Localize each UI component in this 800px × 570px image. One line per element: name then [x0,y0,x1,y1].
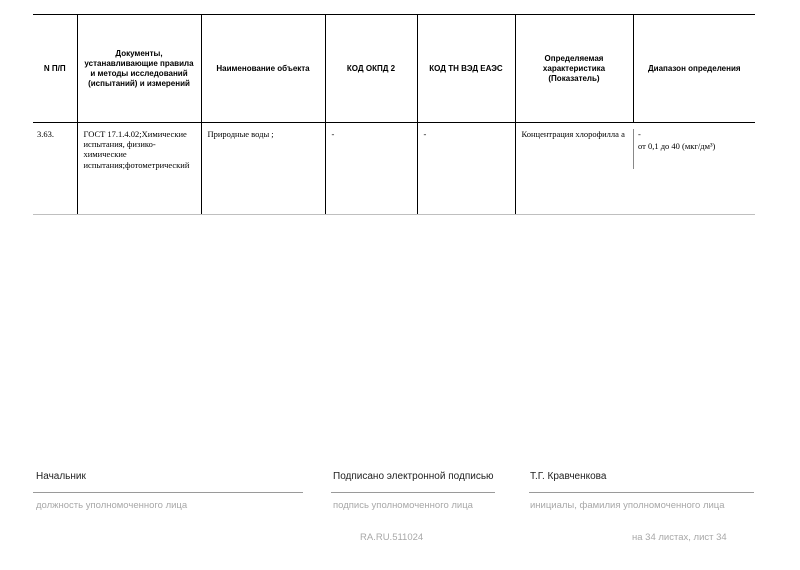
range-divider [633,129,634,169]
header-characteristic: Определяемая характеристика (Показатель) [515,15,633,123]
cell-tnved: - [417,123,515,215]
page-counter: на 34 листах, лист 34 [632,532,727,543]
table-row [33,123,755,215]
position-hint: должность уполномоченного лица [36,500,188,511]
range-value: от 0,1 до 40 (мкг/дм³) [638,141,716,152]
cell-documents: ГОСТ 17.1.4.02;Химические испытания, физико-химические испытания;фотометрический [77,123,201,215]
registration-number: RA.RU.511024 [360,532,424,543]
name-line [529,492,754,493]
cell-number: 3.63. [33,123,77,215]
position-value: Начальник [36,471,86,482]
header-documents: Документы, устанавливающие правила и методы исследований (испытаний) и измерений [77,15,201,123]
position-line [33,492,303,493]
signature-hint: подпись уполномоченного лица [333,500,473,511]
cell-object: Природные воды ; [201,123,325,215]
signature-value: Подписано электронной подписью [333,471,494,482]
name-value: Т.Г. Кравченкова [530,471,607,482]
accreditation-scope-table [33,14,755,215]
header-tnved: КОД ТН ВЭД ЕАЭС [417,15,515,123]
header-range: Диапазон определения [633,15,755,123]
header-okpd: КОД ОКПД 2 [325,15,417,123]
header-object: Наименование объекта [201,15,325,123]
range-dash: - [638,129,641,139]
signature-line [331,492,495,493]
table-header-row [33,15,755,123]
name-hint: инициалы, фамилия уполномоченного лица [530,500,725,511]
header-number: N П/П [33,15,77,123]
cell-okpd: - [325,123,417,215]
cell-characteristic: Концентрация хлорофилла а [515,123,633,215]
cell-range [633,123,755,215]
